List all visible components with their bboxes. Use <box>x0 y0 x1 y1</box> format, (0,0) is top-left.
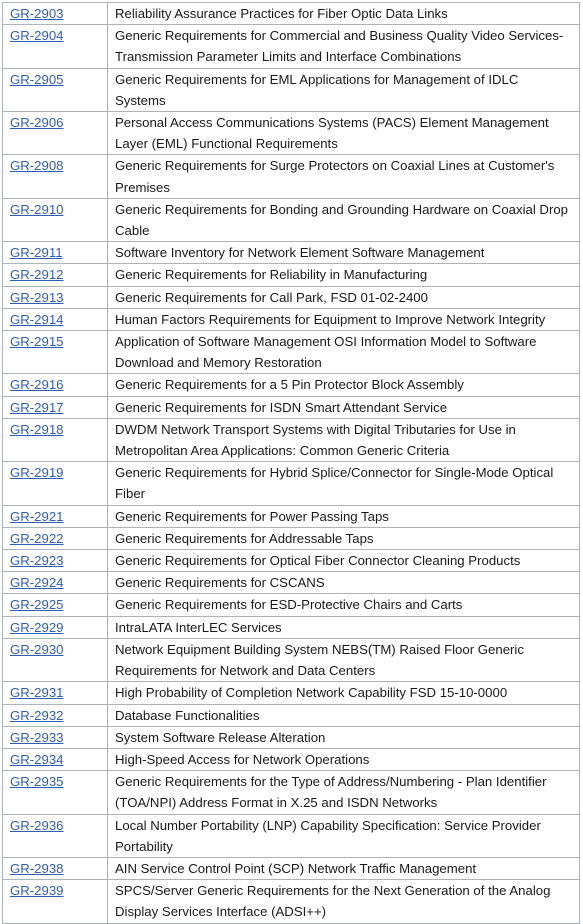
table-row <box>3 771 580 814</box>
document-title-cell: Personal Access Communications Systems (PACS) Element Management Layer (EML) Functional Requirements <box>108 112 580 155</box>
document-title-cell: Local Number Portability (LNP) Capability Specification: Service Provider Portability <box>108 814 580 857</box>
document-title-cell: Database Functionalities <box>108 704 580 726</box>
document-code-cell <box>3 3 108 25</box>
table-row <box>3 198 580 241</box>
table-row <box>3 331 580 374</box>
table-row <box>3 25 580 68</box>
document-code-cell <box>3 374 108 396</box>
table-row <box>3 396 580 418</box>
document-code-link[interactable]: GR-2933 <box>10 729 64 745</box>
table-row <box>3 264 580 286</box>
table-row <box>3 527 580 549</box>
table-row <box>3 682 580 704</box>
document-code-cell <box>3 242 108 264</box>
document-code-cell <box>3 638 108 681</box>
table-row <box>3 857 580 879</box>
table-row <box>3 726 580 748</box>
document-code-link[interactable]: GR-2915 <box>10 334 64 350</box>
document-code-link[interactable]: GR-2917 <box>10 399 64 415</box>
table-row <box>3 748 580 770</box>
document-title-cell: DWDM Network Transport Systems with Digital Tributaries for Use in Metropolitan Area Applications: Common Generic Criteria <box>108 418 580 461</box>
document-title-cell: Generic Requirements for Power Passing Taps <box>108 505 580 527</box>
document-code-link[interactable]: GR-2930 <box>10 641 64 657</box>
document-code-cell <box>3 857 108 879</box>
document-code-link[interactable]: GR-2918 <box>10 421 64 437</box>
document-title-cell: Generic Requirements for Addressable Taps <box>108 527 580 549</box>
document-code-link[interactable]: GR-2903 <box>10 6 64 21</box>
document-code-link[interactable]: GR-2931 <box>10 685 64 701</box>
document-code-cell <box>3 616 108 638</box>
document-code-cell <box>3 682 108 704</box>
table-row <box>3 550 580 572</box>
document-code-link[interactable]: GR-2904 <box>10 28 64 44</box>
document-code-link[interactable]: GR-2925 <box>10 597 64 613</box>
document-title-cell: Generic Requirements for Optical Fiber Connector Cleaning Products <box>108 550 580 572</box>
table-row <box>3 462 580 505</box>
document-code-link[interactable]: GR-2924 <box>10 575 64 591</box>
document-title-cell: Generic Requirements for Bonding and Grounding Hardware on Coaxial Drop Cable <box>108 198 580 241</box>
document-title-cell: Generic Requirements for the Type of Address/Numbering - Plan Identifier (TOA/NPI) Address Format in X.25 and ISDN Networks <box>108 771 580 814</box>
document-code-cell <box>3 505 108 527</box>
document-title-cell: Reliability Assurance Practices for Fiber Optic Data Links <box>108 3 580 25</box>
table-row <box>3 594 580 616</box>
document-code-cell <box>3 198 108 241</box>
document-title-cell: Application of Software Management OSI Information Model to Software Download and Memory Restoration <box>108 331 580 374</box>
requirements-table-body <box>3 3 580 924</box>
table-row <box>3 418 580 461</box>
document-title-cell: Generic Requirements for ESD-Protective Chairs and Carts <box>108 594 580 616</box>
document-code-cell <box>3 771 108 814</box>
document-code-cell <box>3 550 108 572</box>
document-code-link[interactable]: GR-2936 <box>10 817 64 833</box>
document-code-cell <box>3 726 108 748</box>
table-row <box>3 155 580 198</box>
document-title-cell: Generic Requirements for CSCANS <box>108 572 580 594</box>
document-code-cell <box>3 112 108 155</box>
table-row <box>3 112 580 155</box>
document-code-cell <box>3 264 108 286</box>
document-code-link[interactable]: GR-2938 <box>10 860 64 876</box>
document-title-cell: Software Inventory for Network Element Software Management <box>108 242 580 264</box>
document-code-cell <box>3 25 108 68</box>
document-code-cell <box>3 462 108 505</box>
requirements-table <box>2 2 580 924</box>
document-code-link[interactable]: GR-2932 <box>10 707 64 723</box>
document-code-cell <box>3 286 108 308</box>
document-code-cell <box>3 331 108 374</box>
document-code-link[interactable]: GR-2929 <box>10 619 64 635</box>
document-code-cell <box>3 572 108 594</box>
document-code-cell <box>3 155 108 198</box>
document-code-cell <box>3 68 108 111</box>
document-title-cell: Generic Requirements for Surge Protectors on Coaxial Lines at Customer's Premises <box>108 155 580 198</box>
document-code-link[interactable]: GR-2905 <box>10 71 64 87</box>
document-code-link[interactable]: GR-2919 <box>10 465 64 481</box>
document-code-link[interactable]: GR-2913 <box>10 289 64 305</box>
document-title-cell: Generic Requirements for Hybrid Splice/Connector for Single-Mode Optical Fiber <box>108 462 580 505</box>
table-row <box>3 374 580 396</box>
document-code-cell <box>3 814 108 857</box>
table-row <box>3 704 580 726</box>
document-code-cell <box>3 594 108 616</box>
table-row <box>3 616 580 638</box>
table-row <box>3 68 580 111</box>
document-code-link[interactable]: GR-2908 <box>10 158 64 174</box>
document-code-link[interactable]: GR-2939 <box>10 883 64 899</box>
document-code-cell <box>3 748 108 770</box>
table-row <box>3 880 580 923</box>
document-title-cell: System Software Release Alteration <box>108 726 580 748</box>
document-code-link[interactable]: GR-2912 <box>10 267 64 283</box>
document-title-cell: IntraLATA InterLEC Services <box>108 616 580 638</box>
document-code-cell <box>3 880 108 923</box>
document-code-link[interactable]: GR-2935 <box>10 774 64 790</box>
table-row <box>3 572 580 594</box>
document-code-link[interactable]: GR-2922 <box>10 530 64 546</box>
table-row <box>3 286 580 308</box>
table-row <box>3 308 580 330</box>
document-code-link[interactable]: GR-2923 <box>10 553 64 569</box>
document-code-cell <box>3 418 108 461</box>
document-code-link[interactable]: GR-2934 <box>10 751 64 767</box>
document-title-cell: SPCS/Server Generic Requirements for the Next Generation of the Analog Display Services Interface (ADSI++) <box>108 880 580 923</box>
document-code-cell <box>3 527 108 549</box>
document-title-cell: AIN Service Control Point (SCP) Network Traffic Management <box>108 857 580 879</box>
document-title-cell: Human Factors Requirements for Equipment to Improve Network Integrity <box>108 308 580 330</box>
document-code-link[interactable]: GR-2921 <box>10 508 64 524</box>
document-title-cell: Generic Requirements for Call Park, FSD 01-02-2400 <box>108 286 580 308</box>
document-code-link[interactable]: GR-2914 <box>10 311 64 327</box>
document-title-cell: Network Equipment Building System NEBS(TM) Raised Floor Generic Requirements for Network and Data Centers <box>108 638 580 681</box>
document-code-link[interactable]: GR-2911 <box>10 245 63 261</box>
document-code-cell <box>3 704 108 726</box>
document-code-cell <box>3 396 108 418</box>
table-row <box>3 505 580 527</box>
table-row <box>3 638 580 681</box>
document-title-cell: Generic Requirements for ISDN Smart Attendant Service <box>108 396 580 418</box>
document-code-cell <box>3 308 108 330</box>
document-code-link[interactable]: GR-2906 <box>10 115 64 131</box>
document-code-link[interactable]: GR-2910 <box>10 201 64 217</box>
document-title-cell: High-Speed Access for Network Operations <box>108 748 580 770</box>
table-row <box>3 814 580 857</box>
document-title-cell: Generic Requirements for EML Applications for Management of IDLC Systems <box>108 68 580 111</box>
table-row <box>3 242 580 264</box>
table-row <box>3 3 580 25</box>
document-code-link[interactable]: GR-2916 <box>10 377 64 393</box>
document-title-cell: High Probability of Completion Network Capability FSD 15-10-0000 <box>108 682 580 704</box>
document-title-cell: Generic Requirements for Commercial and Business Quality Video Services-Transmission Parameter Limits and Interface Combinations <box>108 25 580 68</box>
document-title-cell: Generic Requirements for a 5 Pin Protector Block Assembly <box>108 374 580 396</box>
document-title-cell: Generic Requirements for Reliability in Manufacturing <box>108 264 580 286</box>
